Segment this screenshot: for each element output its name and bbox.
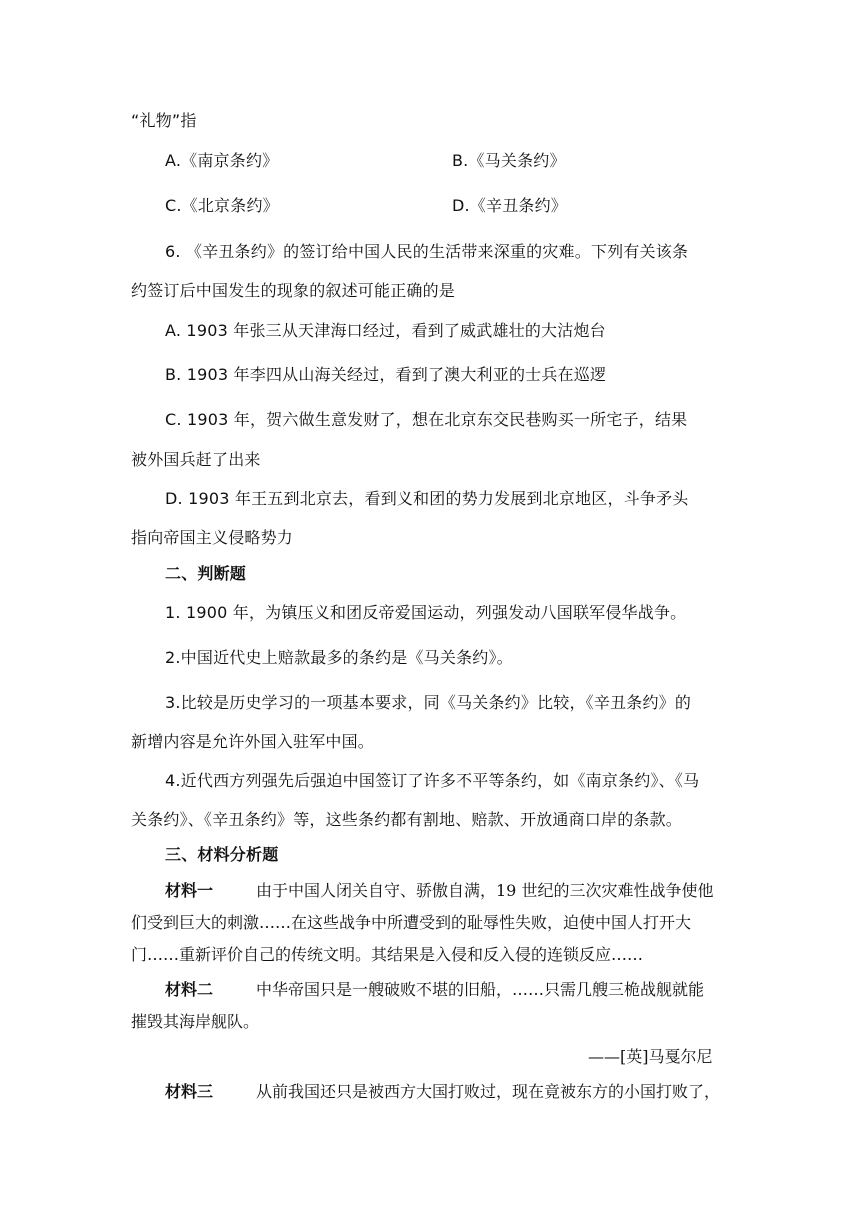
judge-q4-line2: 关条约》、《辛丑条约》等，这些条约都有割地、赔款、开放通商口岸的条款。 xyxy=(131,810,683,829)
material-2-line2: 摧毁其海岸舰队。 xyxy=(131,1012,260,1031)
judge-q3-line2: 新增内容是允许外国入驻军中国。 xyxy=(131,732,375,751)
q5-option-d: D.《辛丑条约》 xyxy=(452,196,568,215)
q6-stem-line2: 约签订后中国发生的现象的叙述可能正确的是 xyxy=(131,281,456,300)
q5-option-b: B.《马关条约》 xyxy=(452,151,566,170)
material-3-label: 材料三 xyxy=(165,1082,214,1101)
judge-q4-line1: 4.近代西方列强先后强迫中国签订了许多不平等条约，如《南京条约》、《马 xyxy=(165,771,700,790)
section-2-heading: 二、判断题 xyxy=(165,564,247,583)
section-3-heading: 三、材料分析题 xyxy=(165,845,279,864)
judge-q3-line1: 3.比较是历史学习的一项基本要求，同《马关条约》比较，《辛丑条约》的 xyxy=(165,693,692,712)
question-5-tail: “礼物”指 xyxy=(131,111,197,130)
q6-option-c-line1: C. 1903 年，贺六做生意发财了，想在北京东交民巷购买一所宅子，结果 xyxy=(165,410,688,429)
q5-option-c: C.《北京条约》 xyxy=(165,196,279,215)
q6-option-b: B. 1903 年李四从山海关经过，看到了澳大利亚的士兵在巡逻 xyxy=(165,365,607,384)
q5-option-a: A.《南京条约》 xyxy=(165,151,279,170)
material-1-label: 材料一 xyxy=(165,881,214,900)
q6-option-a: A. 1903 年张三从天津海口经过，看到了威武雄壮的大沽炮台 xyxy=(165,321,606,340)
material-2-label: 材料二 xyxy=(165,980,214,999)
q6-option-d-line1: D. 1903 年王五到北京去，看到义和团的势力发展到北京地区，斗争矛头 xyxy=(165,489,689,508)
material-2-source: ——[英]马戛尔尼 xyxy=(588,1047,713,1066)
material-1-line2: 们受到巨大的刺激……在这些战争中所遭受到的耻辱性失败，迫使中国人打开大 xyxy=(131,913,692,932)
q6-stem-line1: 6. 《辛丑条约》的签订给中国人民的生活带来深重的灾难。下列有关该条 xyxy=(165,242,689,261)
material-2-line1: 中华帝国只是一艘破败不堪的旧船，……只需几艘三桅战舰就能 xyxy=(256,980,705,999)
material-3-line1: 从前我国还只是被西方大国打败过，现在竟被东方的小国打败了， xyxy=(256,1082,721,1101)
material-1-line1: 由于中国人闭关自守、骄傲自满，19 世纪的三次灾难性战争使他 xyxy=(256,881,714,900)
q6-option-d-line2: 指向帝国主义侵略势力 xyxy=(131,528,294,547)
judge-q2: 2.中国近代史上赔款最多的条约是《马关条约》。 xyxy=(165,648,513,667)
material-1-line3: 门……重新评价自己的传统文明。其结果是入侵和反入侵的连锁反应…… xyxy=(131,945,644,964)
q6-option-c-line2: 被外国兵赶了出来 xyxy=(131,450,261,469)
judge-q1: 1. 1900 年，为镇压义和团反帝爱国运动，列强发动八国联军侵华战争。 xyxy=(165,603,687,622)
